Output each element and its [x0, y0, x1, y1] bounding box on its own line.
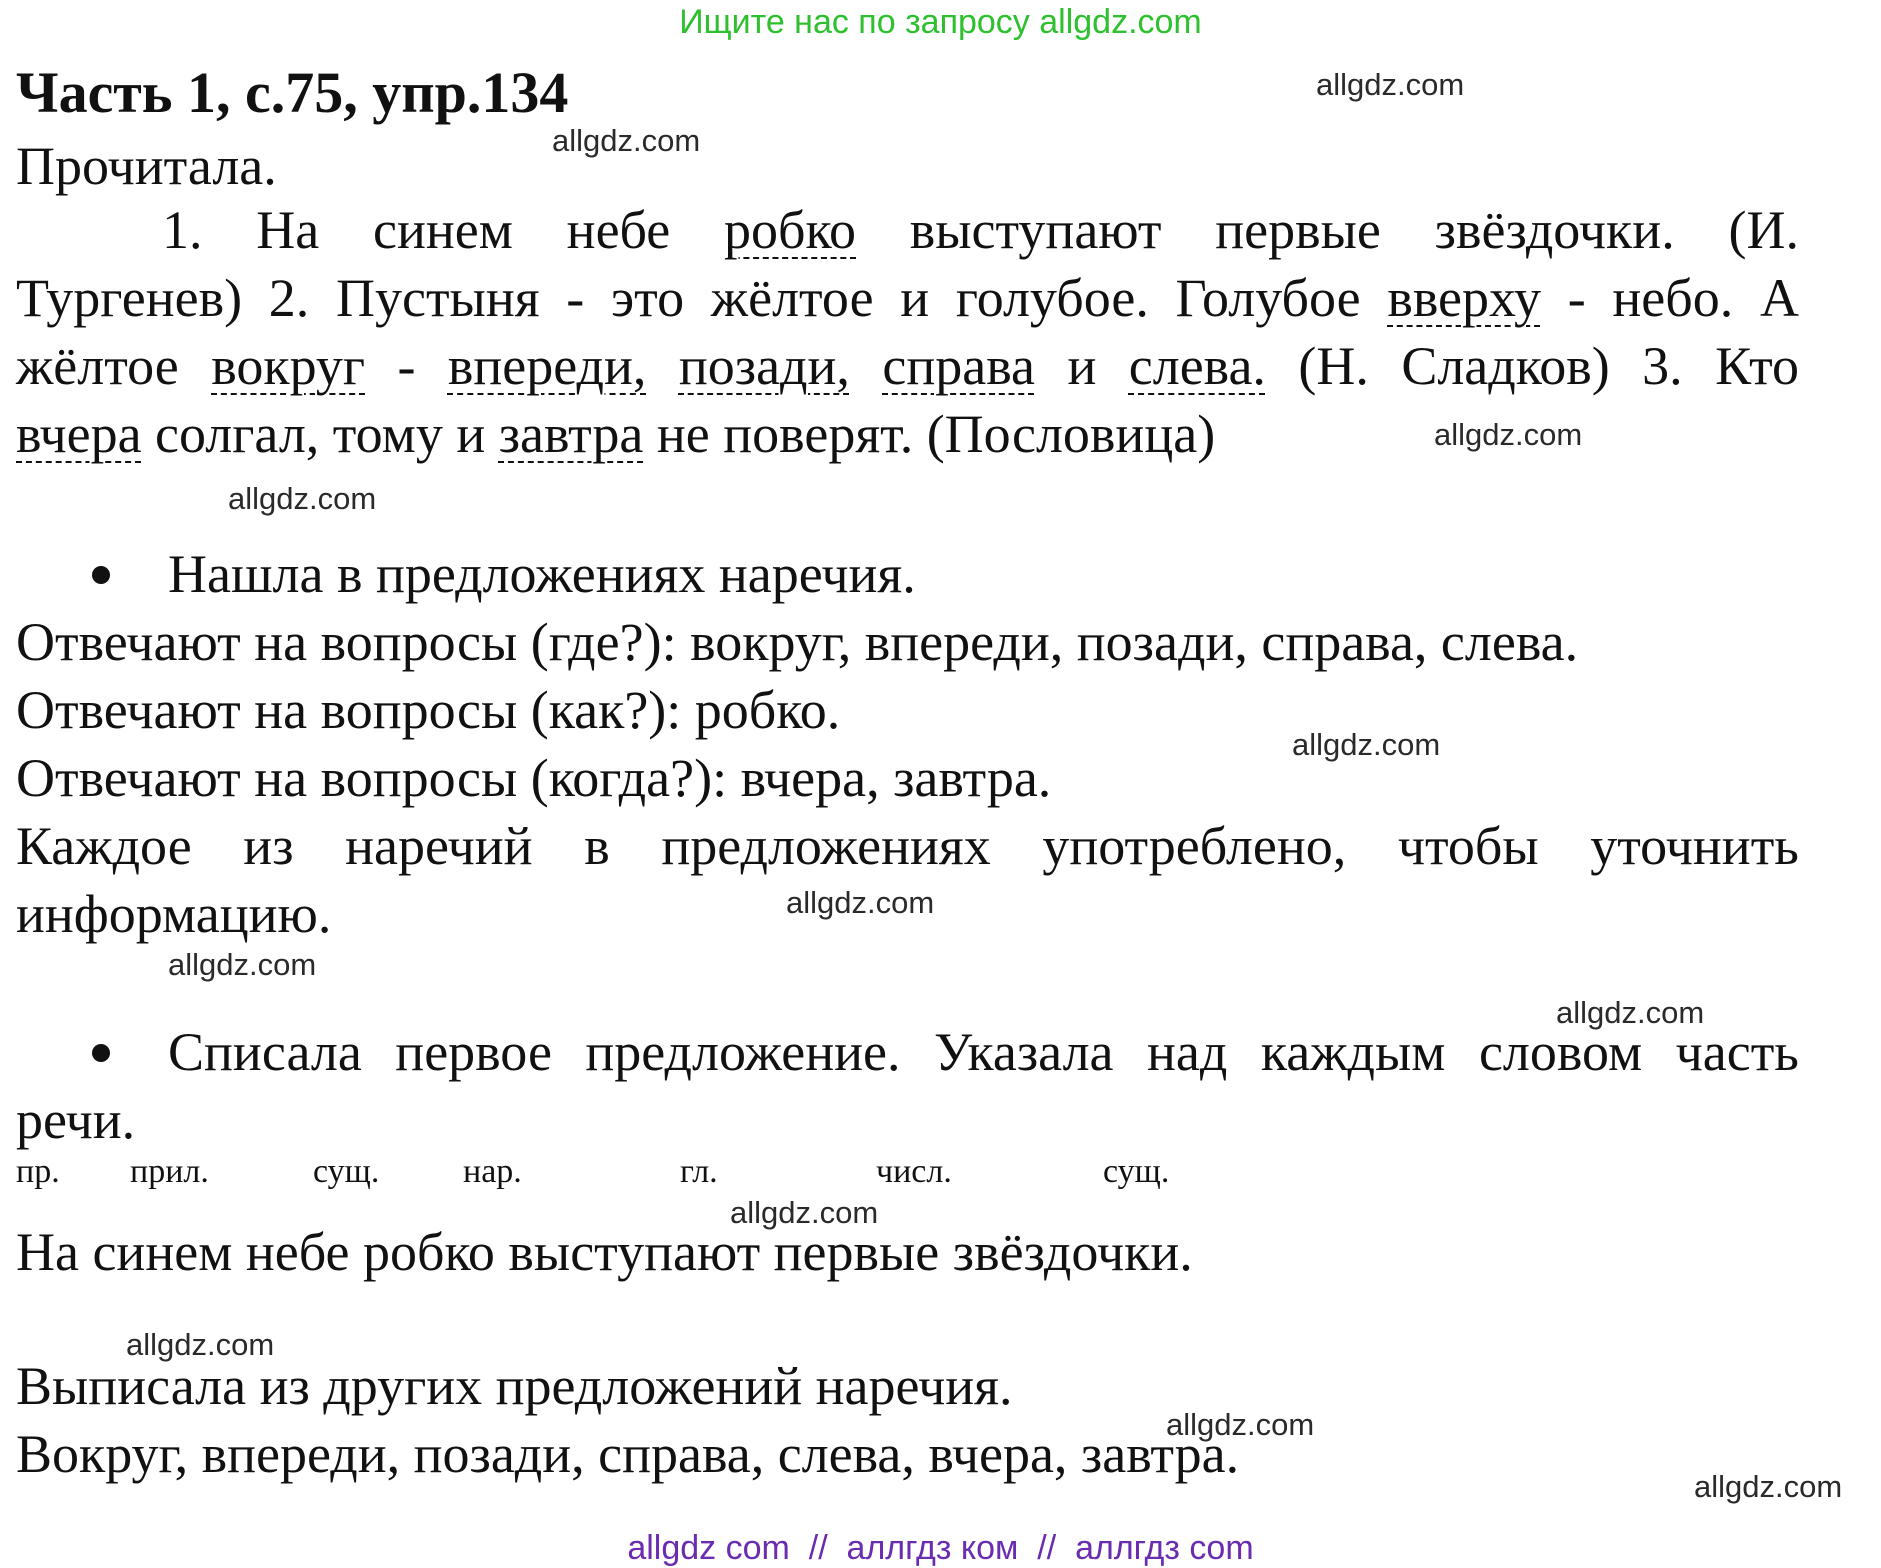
word: (Н.	[1298, 336, 1369, 396]
sentence-line-2	[16, 264, 1799, 332]
adverb-underlined: впереди,	[447, 336, 647, 396]
word: 3.	[1642, 336, 1683, 396]
word: над	[1147, 1022, 1228, 1082]
word: уточнить	[1590, 816, 1799, 876]
word: На	[256, 200, 320, 260]
word: предложение.	[585, 1022, 901, 1082]
adverb-underlined: вчера	[16, 404, 142, 464]
word: 1.	[162, 200, 203, 260]
text-segment: солгал, тому и	[141, 404, 499, 464]
text-segment: не поверят. (Пословица)	[643, 404, 1216, 464]
task3-answer: Вокруг, впереди, позади, справа, слева, вчера, завтра.	[16, 1424, 1240, 1484]
bullet-text: Нашла в предложениях наречия.	[168, 544, 916, 604]
pos-label: нар.	[463, 1153, 522, 1190]
pos-label: пр.	[16, 1153, 60, 1190]
pos-label: гл.	[680, 1153, 718, 1190]
word: каждым	[1260, 1022, 1446, 1082]
copied-sentence: На синем небе робко выступают первые звёздочки.	[16, 1222, 1193, 1282]
word: выступают	[909, 200, 1162, 260]
word: -	[566, 268, 585, 328]
word: (И.	[1728, 200, 1799, 260]
page-title: Часть 1, с.75, упр.134	[16, 60, 569, 125]
word: и	[900, 268, 930, 328]
watermark: allgdz.com	[786, 885, 935, 920]
purpose-line-1	[16, 812, 1799, 880]
pos-label: прил.	[130, 1153, 209, 1190]
word: Тургенев)	[16, 268, 243, 328]
pos-label: сущ.	[1103, 1153, 1170, 1190]
word: это	[611, 268, 685, 328]
answer-when: Отвечают на вопросы (когда?): вчера, завтра.	[16, 748, 1052, 808]
watermark: allgdz.com	[1556, 995, 1705, 1030]
word: небо.	[1612, 268, 1734, 328]
pos-label: числ.	[876, 1153, 952, 1190]
word: употреблено,	[1042, 816, 1347, 876]
watermark: allgdz.com	[126, 1327, 275, 1362]
watermark: allgdz.com	[730, 1195, 879, 1230]
adverb-underlined: слева.	[1128, 336, 1266, 396]
adverb-underlined: вокруг	[211, 336, 366, 396]
word: звёздочки.	[1434, 200, 1675, 260]
watermark: allgdz.com	[228, 481, 377, 516]
answer-how: Отвечают на вопросы (как?): робко.	[16, 680, 841, 740]
answer-where: Отвечают на вопросы (где?): вокруг, впереди, позади, справа, слева.	[16, 612, 1579, 672]
sentence-line-3	[16, 332, 1799, 400]
pos-label: сущ.	[313, 1153, 380, 1190]
read-label: Прочитала.	[16, 136, 277, 196]
word: наречий	[345, 816, 533, 876]
word: -	[1567, 268, 1586, 328]
bullet-icon	[92, 566, 110, 584]
purpose-line-2: информацию.	[16, 884, 332, 944]
word: Сладков)	[1401, 336, 1610, 396]
word: жёлтое	[16, 336, 179, 396]
word: первое	[395, 1022, 552, 1082]
watermark: allgdz.com	[1292, 727, 1441, 762]
footer-links: allgdz com // аллгдз ком // аллгдз com	[627, 1529, 1254, 1567]
word: синем	[373, 200, 513, 260]
word: из	[243, 816, 294, 876]
word: чтобы	[1397, 816, 1539, 876]
adverb-underlined: вверху	[1387, 268, 1541, 328]
watermark: allgdz.com	[1316, 67, 1465, 102]
watermark: allgdz.com	[1694, 1469, 1843, 1504]
word: Каждое	[16, 816, 192, 876]
word: и	[1067, 336, 1097, 396]
word: Указала	[933, 1022, 1114, 1082]
watermark: allgdz.com	[552, 123, 701, 158]
adverb-underlined: позади,	[678, 336, 850, 396]
word: Голубое	[1175, 268, 1361, 328]
bullet-icon	[92, 1044, 110, 1062]
word: словом	[1478, 1022, 1643, 1082]
word: А	[1759, 268, 1799, 328]
task3-heading: Выписала из других предложений наречия.	[16, 1356, 1013, 1416]
adverb-underlined: справа	[882, 336, 1035, 396]
watermark: allgdz.com	[1434, 417, 1583, 452]
word: Списала	[168, 1022, 362, 1082]
sentence-line-1	[16, 196, 1799, 264]
word: 2.	[268, 268, 310, 328]
word: голубое.	[955, 268, 1149, 328]
word: предложениях	[661, 816, 991, 876]
bullet-2-continuation: речи.	[16, 1090, 136, 1150]
adverb-underlined: робко	[724, 200, 857, 260]
word: часть	[1675, 1022, 1799, 1082]
word: в	[584, 816, 610, 876]
word: небе	[566, 200, 671, 260]
bullet-item-2	[92, 1018, 1799, 1086]
watermark: allgdz.com	[168, 947, 317, 982]
watermark: allgdz.com	[1166, 1407, 1315, 1442]
bullet-item-1	[92, 540, 1799, 608]
word: первые	[1215, 200, 1381, 260]
top-banner: Ищите нас по запросу allgdz.com	[679, 3, 1202, 41]
adverb-underlined: завтра	[498, 404, 644, 464]
word: жёлтое	[710, 268, 874, 328]
word: Пустыня	[335, 268, 540, 328]
word: -	[397, 336, 416, 396]
bullet-text	[168, 1018, 1799, 1086]
word: Кто	[1715, 336, 1799, 396]
